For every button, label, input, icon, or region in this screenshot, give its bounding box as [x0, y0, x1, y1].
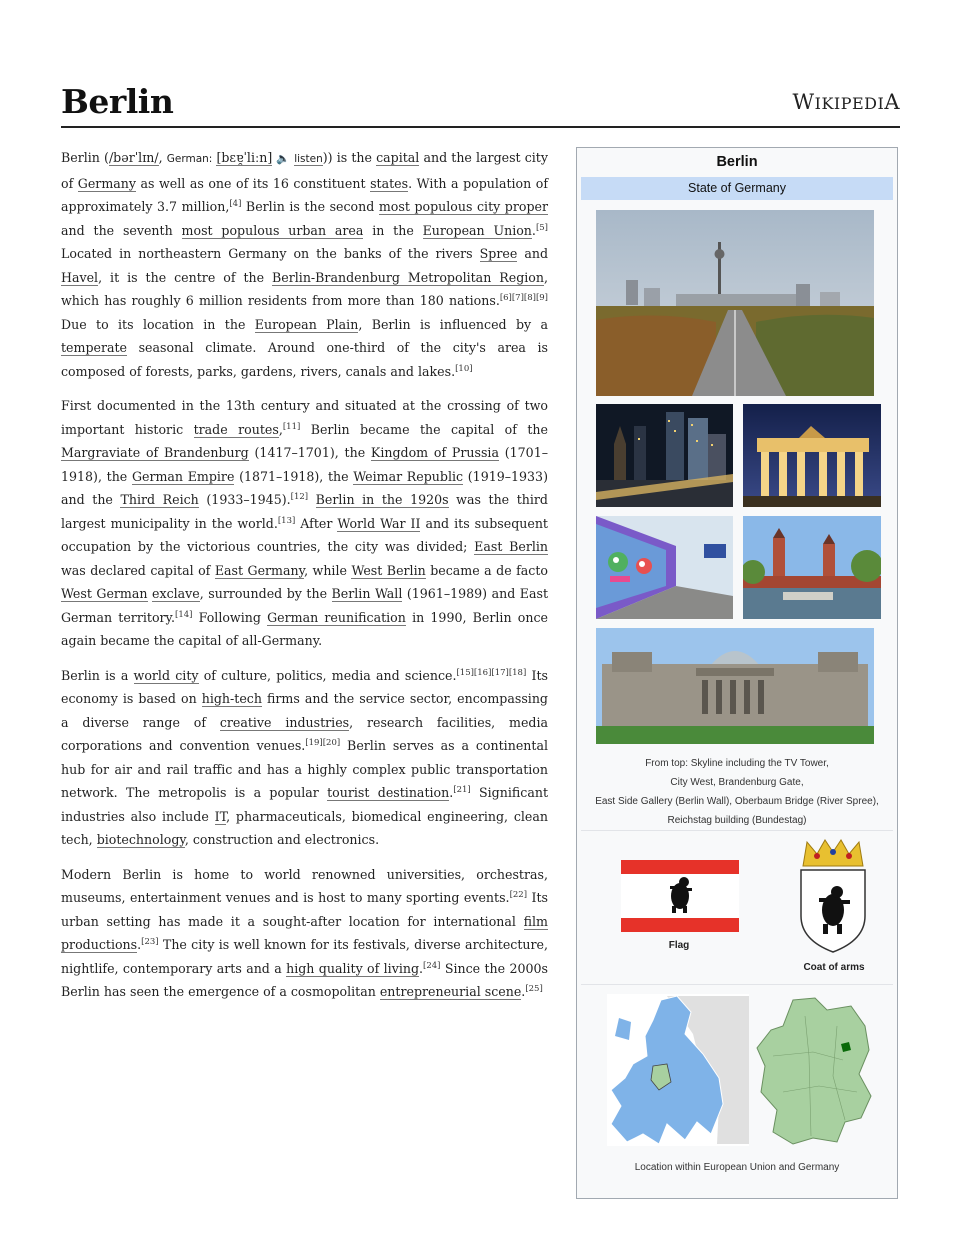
link-high-tech[interactable]: high-tech	[201, 691, 262, 706]
paragraph-2: First documented in the 13th century and situated at the crossing of two important historic trade routes,[11] Berlin became the capital of the Margraviate of Brandenburg (1417–1701), the Kingdom of Prussia (1701–1918), the German Empire (1871–1918), the Weimar Republic (1919–1933) and the Third Reich (1933–1945).[12] Berlin in the 1920s was the third largest municipality in the world.[13] After World War II and its subsequent occupation by the victorious countries, the city was divided; East Berlin was declared capital of East Germany, while West Berlin became a de facto West German exclave, surrounded by the Berlin Wall (1961–1989) and East German territory.[14] Following German reunification in 1990, Berlin once again became the capital of all-Germany.	[61, 398, 549, 648]
coat-of-arms-image[interactable]	[797, 836, 869, 956]
link-prussia[interactable]: Kingdom of Prussia	[370, 445, 499, 460]
link-german-empire[interactable]: German Empire	[131, 468, 235, 484]
page-header	[61, 78, 900, 128]
page-title: Berlin	[61, 82, 174, 121]
infobox	[576, 147, 898, 1199]
skyline-photo[interactable]	[596, 210, 874, 396]
city-west-photo[interactable]	[596, 404, 733, 507]
link-entrepreneurial-scene[interactable]: entrepreneurial scene	[379, 984, 522, 999]
infobox-separator	[581, 984, 893, 985]
link-biotechnology[interactable]: biotechnology	[96, 832, 185, 847]
paragraph-4: Modern Berlin is home to world renowned universities, orchestras, museums, entertainment venues and is host to many sporting events.[22] Its urban setting has made it a sought-after location for international film productions.[23] The city is well known for its festivals, diverse architecture, nightlife, contemporary arts and a high quality of living.[24] Since the 2000s Berlin has seen the emergence of a cosmopolitan entrepreneurial scene.[25]	[61, 866, 548, 999]
ref-6-9[interactable]: [6][7][8][9]	[499, 292, 548, 303]
map-caption: Location within European Union and Germany	[634, 1162, 840, 1173]
infobox-subtitle: State of Germany	[581, 177, 893, 200]
germany-location-map[interactable]	[753, 996, 877, 1146]
oberbaum-bridge-photo[interactable]	[743, 516, 881, 619]
ref-25[interactable]: [25]	[525, 983, 543, 994]
ref-19-20[interactable]: [19][20]	[305, 737, 341, 748]
link-it[interactable]: IT	[214, 808, 227, 824]
link-capital[interactable]: capital	[376, 150, 420, 165]
ref-5[interactable]: [5]	[535, 222, 548, 233]
link-germany[interactable]: Germany	[77, 175, 136, 191]
speaker-icon[interactable]: 🔈	[276, 152, 291, 165]
ref-23[interactable]: [23]	[141, 936, 159, 947]
link-exclave[interactable]: exclave	[152, 586, 200, 601]
link-european-plain[interactable]: European Plain	[254, 316, 359, 332]
flag-image[interactable]	[621, 860, 739, 932]
link-most-populous-city[interactable]: most populous city proper	[378, 199, 548, 214]
article-body	[61, 146, 548, 1015]
eu-location-map[interactable]	[607, 994, 749, 1146]
link-weimar[interactable]: Weimar Republic	[353, 468, 464, 484]
link-temperate[interactable]: temperate	[61, 340, 128, 355]
ref-14[interactable]: [14]	[175, 609, 193, 620]
ref-15-18[interactable]: [15][16][17][18]	[456, 667, 527, 678]
ref-13[interactable]: [13]	[277, 515, 296, 526]
link-berlin-wall[interactable]: Berlin Wall	[331, 586, 403, 601]
link-european-union[interactable]: European Union	[422, 222, 532, 238]
east-side-gallery-photo[interactable]	[596, 516, 733, 619]
reichstag-photo[interactable]	[596, 628, 874, 744]
image-caption: From top: Skyline including the TV Tower, City West, Brandenburg Gate, East Side Gallery (Berlin Wall), Oberbaum Bridge (River Spree), Reichstag building (Bundestag)	[595, 758, 879, 826]
link-west-berlin[interactable]: West Berlin	[351, 562, 426, 578]
paragraph-1: Berlin (/bərˈlɪn/, German: [bɛɐ̯ˈliːn] 🔈 listen)) is the capital and the largest city of Germany as well as one of its 16 constituent states. With a population of approximately 3.7 million,[4] Berlin is the second most populous city proper and the seventh most populous urban area in the European Union.[5] Located in northeastern Germany on the banks of the rivers Spree and Havel, it is the centre of the Berlin-Brandenburg Metropolitan Region, which has roughly 6 million residents from more than 180 nations.[6][7][8][9] Due to its location in the European Plain, Berlin is influenced by a temperate seasonal climate. Around one-third of the city's area is composed of forests, parks, gardens, rivers, canals and lakes.[10]	[61, 146, 548, 383]
paragraph-3: Berlin is a world city of culture, politics, media and science.[15][16][17][18] Its economy is based on high-tech firms and the service sector, encompassing a diverse range of creative industries, research facilities, media corporations and convention venues.[19][20] Berlin serves as a continental hub for air and rail traffic and has a highly complex public transportation network. The metropolis is a popular tourist destination.[21] Significant industries also include IT, pharmaceuticals, biomedical engineering, clean tech, biotechnology, construction and electronics.	[61, 667, 549, 847]
flag-label: Flag	[668, 940, 690, 951]
link-tourist-destination[interactable]: tourist destination	[327, 785, 450, 800]
ref-12[interactable]: [12]	[290, 491, 309, 502]
link-film-productions[interactable]: film productions	[61, 913, 548, 952]
link-most-populous-urban-area[interactable]: most populous urban area	[181, 222, 364, 238]
wikipedia-wordmark[interactable]: WIKIPEDIA	[792, 90, 900, 114]
link-east-germany[interactable]: East Germany	[214, 562, 305, 578]
link-metropolitan-region[interactable]: Berlin-Brandenburg Metropolitan Region	[272, 269, 544, 285]
link-west-german[interactable]: West German	[61, 586, 148, 601]
listen-link[interactable]: listen	[294, 153, 323, 165]
ref-22[interactable]: [22]	[509, 889, 528, 900]
link-east-berlin[interactable]: East Berlin	[474, 539, 549, 554]
ipa-link[interactable]: [bɛɐ̯ˈliːn]	[216, 150, 273, 165]
ref-24[interactable]: [24]	[423, 960, 441, 971]
link-quality-of-living[interactable]: high quality of living	[286, 960, 420, 976]
link-reunification[interactable]: German reunification	[267, 609, 406, 625]
link-world-city[interactable]: world city	[133, 667, 199, 683]
coat-of-arms-label: Coat of arms	[803, 962, 865, 973]
link-creative-industries[interactable]: creative industries	[219, 714, 350, 730]
header-rule	[61, 126, 900, 128]
link-third-reich[interactable]: Third Reich	[120, 492, 199, 507]
brandenburg-gate-photo[interactable]	[743, 404, 881, 507]
link-states[interactable]: states	[370, 175, 409, 191]
ref-4[interactable]: [4]	[229, 198, 242, 209]
ref-21[interactable]: [21]	[453, 784, 471, 795]
ref-10[interactable]: [10]	[455, 363, 473, 374]
german-label: German:	[166, 153, 213, 165]
link-margraviate[interactable]: Margraviate of Brandenburg	[61, 445, 249, 460]
link-havel[interactable]: Havel	[61, 269, 99, 285]
link-trade-routes[interactable]: trade routes	[193, 421, 279, 437]
link-spree[interactable]: Spree	[479, 246, 518, 261]
infobox-separator	[581, 830, 893, 831]
link-berlin-1920s[interactable]: Berlin in the 1920s	[315, 492, 449, 507]
infobox-title: Berlin	[716, 154, 758, 170]
link-ww2[interactable]: World War II	[337, 515, 421, 531]
ref-11[interactable]: [11]	[282, 421, 301, 432]
pronunciation-link[interactable]: /bərˈlɪn/	[108, 150, 159, 165]
